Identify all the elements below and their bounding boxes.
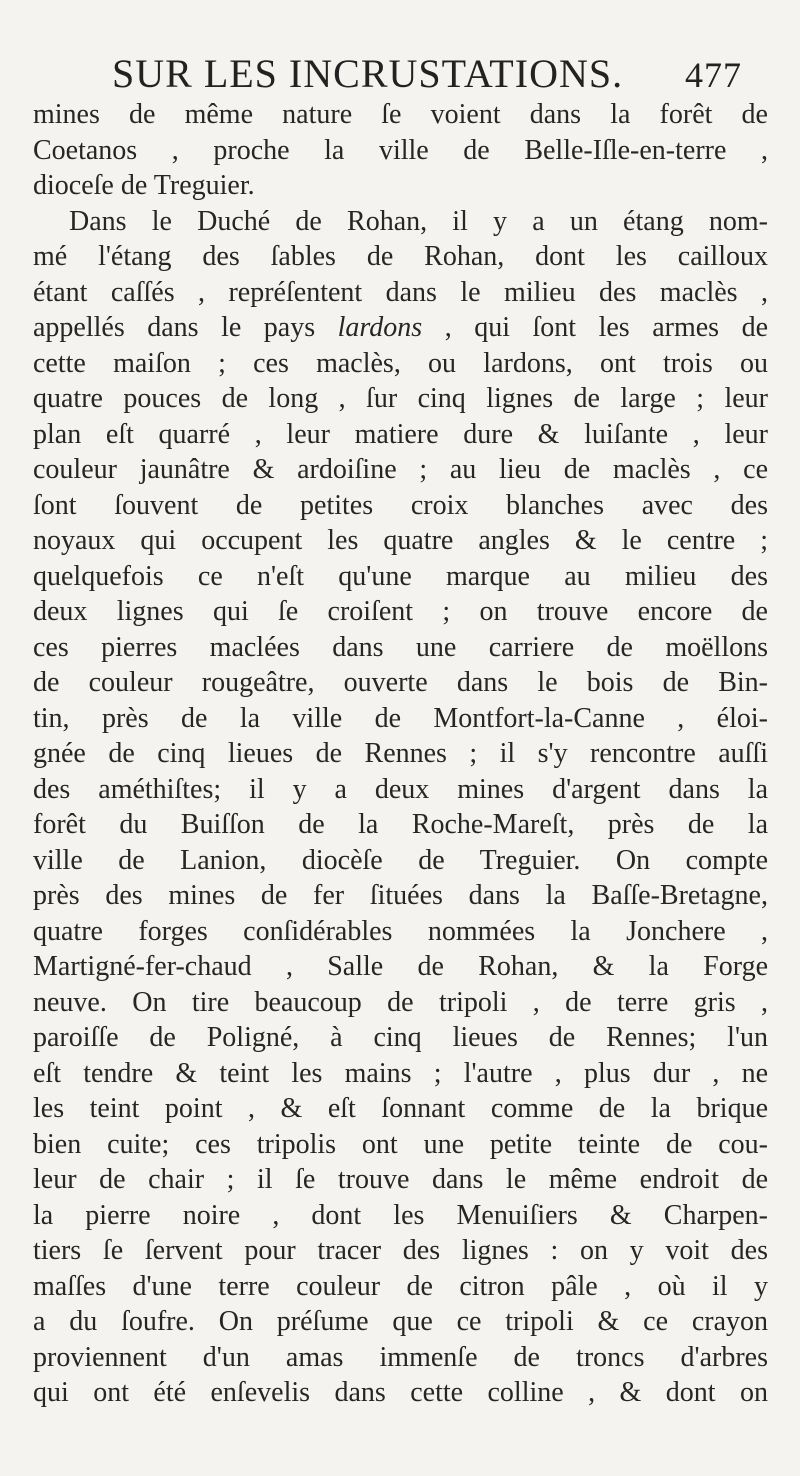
text-line: quatre pouces de long , ſur cinq lignes de large ; leur [33,383,768,414]
text-line: quatre forges conſidérables nommées la Jonchere , [33,915,768,947]
text-line: Dans le Duché de Rohan, il y a un étang nom- [69,205,768,237]
text-line: dioceſe de Treguier. [33,170,255,201]
text-line: noyaux qui occupent les quatre angles & le centre ; [33,525,768,556]
text-line: de couleur rougeâtre, ouverte dans le bois de Bin- [33,667,768,698]
text-line: ville de Lanion, diocèſe de Treguier. On compte [33,844,768,876]
text-line: eſt tendre & teint les mains ; l'autre , plus dur , ne [33,1057,768,1089]
text-line: paroiſſe de Poligné, à cinq lieues de Rennes; l'un [33,1022,768,1053]
text-line: ces pierres maclées dans une carriere de moëllons [33,631,768,663]
text-line: Martigné-fer-chaud , Salle de Rohan, & la Forge [33,951,768,982]
text-line: maſſes d'une terre couleur de citron pâle , où il y [33,1270,768,1302]
text-line: a du ſoufre. On préſume que ce tripoli & ce crayon [33,1306,768,1337]
text-line: neuve. On tire beaucoup de tripoli , de terre gris , [33,986,768,1018]
italic-term: lardons [337,312,423,343]
page-number: 477 [685,55,742,95]
text-line: leur de chair ; il ſe trouve dans le même endroit de [33,1164,768,1195]
text-line: quelquefois ce n'eſt qu'une marque au milieu des [33,560,768,592]
text-line: mines de même nature ſe voient dans la forêt de [33,99,768,130]
text-line: mé l'étang des ſables de Rohan, dont les cailloux [33,241,768,272]
body-text [33,97,768,1411]
text-line: cette maiſon ; ces maclès, ou lardons, ont trois ou [33,347,768,379]
text-line: bien cuite; ces tripolis ont une petite teinte de cou- [33,1128,768,1160]
text-line: appellés dans le pays lardons , qui ſont les armes de [33,312,768,343]
text-line: les teint point , & eſt ſonnant comme de la brique [33,1093,768,1124]
text-line: gnée de cinq lieues de Rennes ; il s'y rencontre auſſi [33,738,768,769]
text-line: la pierre noire , dont les Menuiſiers & Charpen- [33,1199,768,1231]
text-line: forêt du Buiſſon de la Roche-Mareſt, près de la [33,809,768,840]
text-line: étant caſſés , repréſentent dans le milieu des maclès , [33,276,768,308]
text-line: Coetanos , proche la ville de Belle-Iſle-en-terre , [33,134,768,166]
text-line: près des mines de fer ſituées dans la Baſſe-Bretagne, [33,880,768,911]
text-line: tin, près de la ville de Montfort-la-Canne , éloi- [33,702,768,734]
text-line: plan eſt quarré , leur matiere dure & luiſante , leur [33,418,768,450]
text-line: tiers ſe ſervent pour tracer des lignes : on y voit des [33,1235,768,1266]
text-line: qui ont été enſevelis dans cette colline , & dont on [33,1377,768,1408]
text-line: proviennent d'un amas immenſe de troncs d'arbres [33,1341,768,1373]
text-line: deux lignes qui ſe croiſent ; on trouve encore de [33,596,768,627]
text-line: ſont ſouvent de petites croix blanches avec des [33,489,768,521]
text-line: des améthiſtes; il y a deux mines d'argent dans la [33,773,768,805]
text-line: couleur jaunâtre & ardoiſine ; au lieu de maclès , ce [33,454,768,485]
running-head [112,50,742,96]
running-title: SUR LES INCRUSTATIONS. [112,51,624,96]
